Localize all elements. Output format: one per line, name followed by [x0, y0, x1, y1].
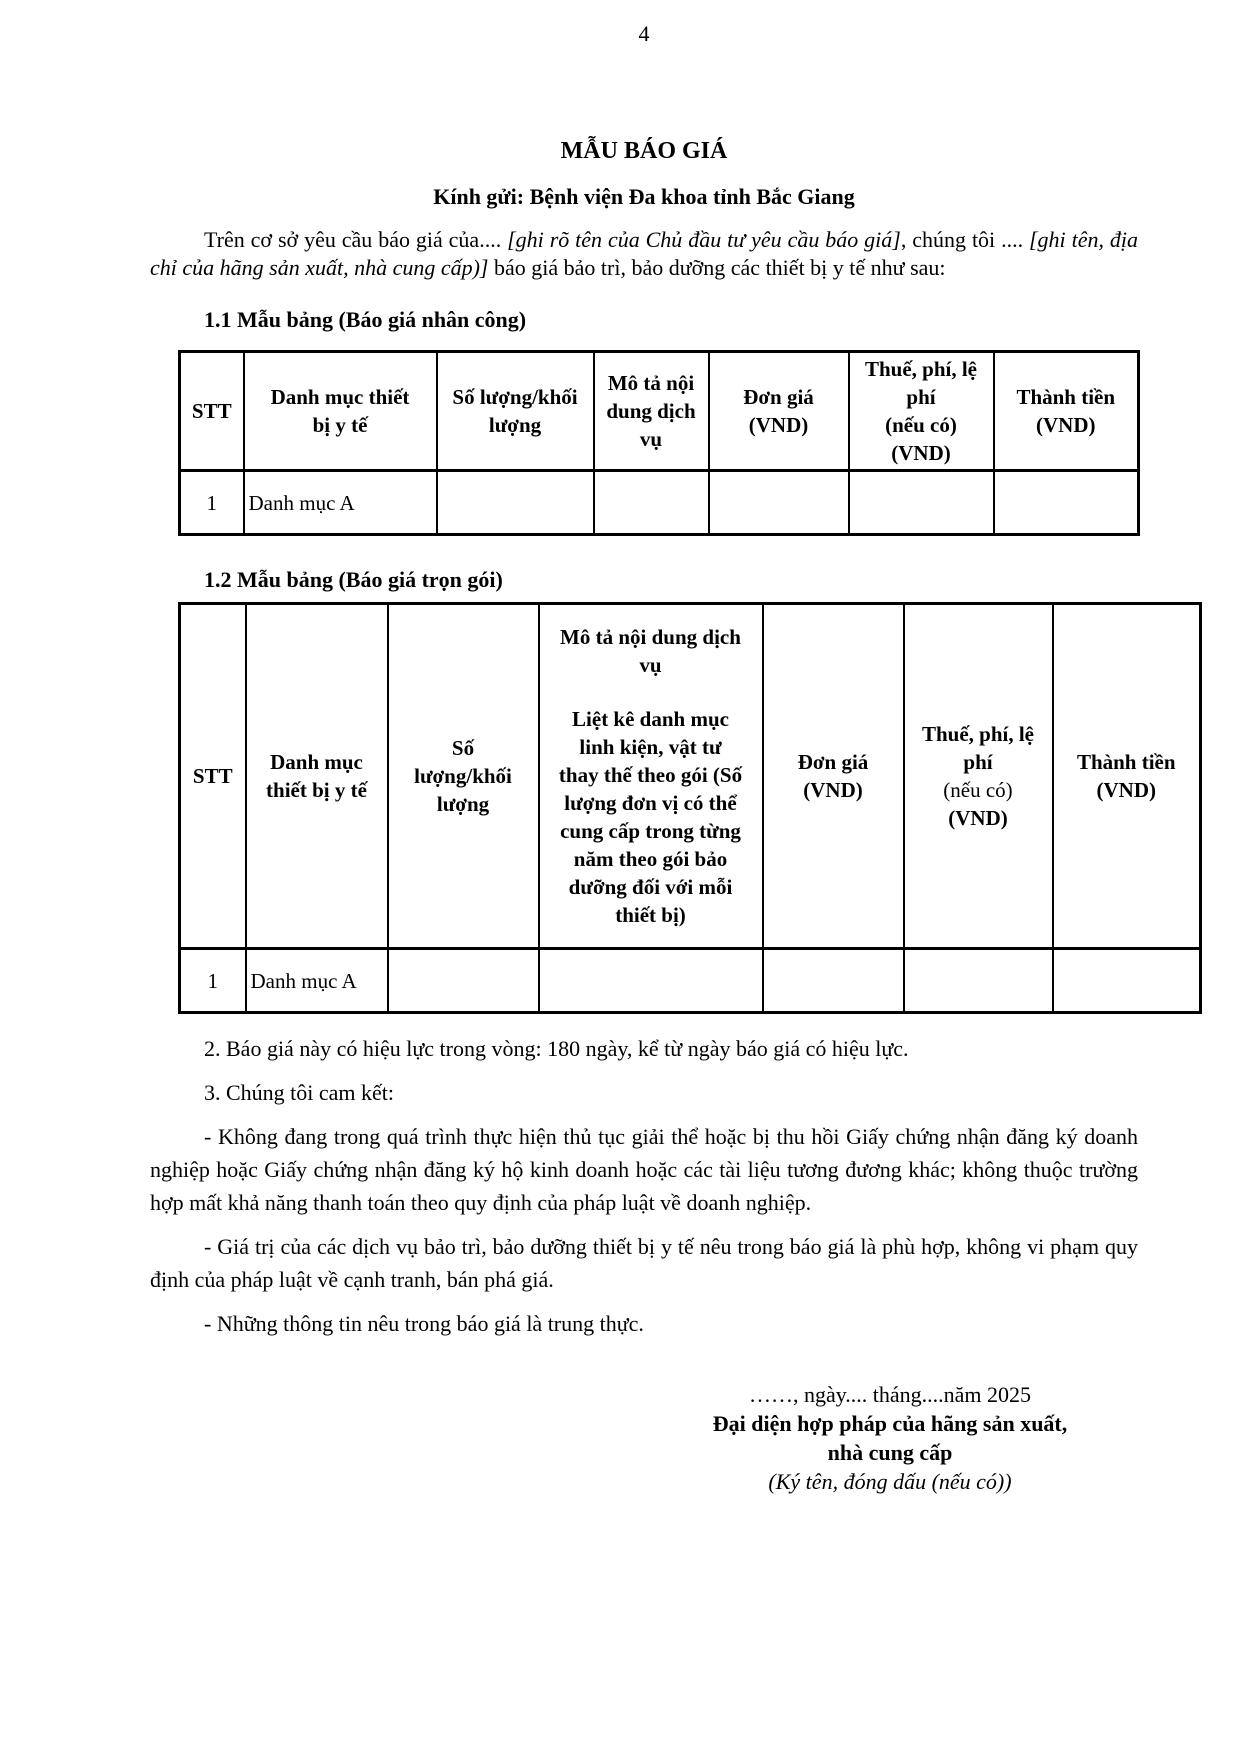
table1-cell-empty — [849, 471, 994, 535]
recipient-line: Kính gửi: Bệnh viện Đa khoa tỉnh Bắc Giang — [433, 184, 855, 209]
intro-paragraph — [150, 226, 1138, 282]
table2-header-thanh-tien: Thành tiền (VND) — [1053, 604, 1201, 949]
table1-header-row — [180, 352, 1139, 471]
table2-cell-empty — [388, 949, 539, 1013]
clause-bullet: - Không đang trong quá trình thực hiện thủ tục giải thể hoặc bị thu hồi Giấy chứng nhận đăng ký doanh nghiệp hoặc Giấy chứng nhận đăng ký hộ kinh doanh hoặc các tài liệu tương đương khác; không thuộc trường hợp mất khả năng thanh toán theo quy định của pháp luật về doanh nghiệp. — [150, 1124, 1138, 1215]
table1-header-mo-ta: Mô tả nội dung dịch vụ — [594, 352, 709, 471]
table2-header-mo-ta — [539, 604, 763, 949]
clause-bullet: - Giá trị của các dịch vụ bảo trì, bảo dưỡng thiết bị y tế nêu trong báo giá là phù hợp, không vi phạm quy định của pháp luật về cạnh tranh, bán phá giá. — [150, 1234, 1138, 1292]
table1-cell-empty — [594, 471, 709, 535]
table1-header-don-gia: Đơn giá (VND) — [709, 352, 849, 471]
table2-header-thue — [904, 604, 1053, 949]
table2-header-thue-note: (nếu có) — [943, 778, 1013, 802]
table2-header-mo-ta-title: Mô tả nội dung dịch vụ — [560, 625, 741, 677]
table1-header-thanh-tien: Thành tiền (VND) — [994, 352, 1139, 471]
table2-header-danh-muc: Danh mục thiết bị y tế — [246, 604, 388, 949]
table1-header-danh-muc: Danh mục thiết bị y tế — [244, 352, 437, 471]
page-number: 4 — [638, 21, 650, 46]
table-labor-quote — [178, 350, 1140, 536]
signature-signer-title-1: Đại diện hợp pháp của hãng sản xuất, — [712, 1411, 1068, 1436]
table2-header-row — [180, 604, 1201, 949]
table1-header-thue: Thuế, phí, lệ phí (nếu có) (VND) — [849, 352, 994, 471]
table1-cell-empty — [994, 471, 1139, 535]
table2-header-thue-vnd: (VND) — [948, 806, 1008, 830]
table2-cell-empty — [763, 949, 904, 1013]
table2-cell-empty — [904, 949, 1053, 1013]
table2-header-so-luong: Số lượng/khối lượng — [388, 604, 539, 949]
table2-cell-empty — [539, 949, 763, 1013]
table2-header-don-gia: Đơn giá (VND) — [763, 604, 904, 949]
table1-cell-empty — [437, 471, 594, 535]
table1-cell-empty — [709, 471, 849, 535]
table1-cell-danh-muc: Danh mục A — [244, 471, 437, 535]
table1-header-so-luong: Số lượng/khối lượng — [437, 352, 594, 471]
table2-header-stt: STT — [180, 604, 246, 949]
signature-block — [630, 1380, 1150, 1496]
intro-lead: Trên cơ sở yêu cầu báo giá của.... — [204, 227, 508, 252]
clause-commitment-intro: 3. Chúng tôi cam kết: — [204, 1080, 395, 1105]
table2-cell-stt: 1 — [180, 949, 246, 1013]
table2-data-row — [180, 949, 1201, 1013]
intro-tail: báo giá bảo trì, bảo dưỡng các thiết bị y tế như sau: — [488, 255, 946, 280]
table2-header-mo-ta-detail: Liệt kê danh mục linh kiện, vật tư thay thế theo gói (Số lượng đơn vị có thể cung cấp trong từng năm theo gói bảo dưỡng đối với mỗi thiết bị) — [558, 707, 743, 927]
intro-placeholder-2: [ghi tên, địa chỉ của hãng sản xuất, nhà cung cấp)] — [150, 227, 1138, 280]
table2-cell-danh-muc: Danh mục A — [246, 949, 388, 1013]
table1-cell-stt: 1 — [180, 471, 244, 535]
table1-data-row — [180, 471, 1139, 535]
clause-validity: 2. Báo giá này có hiệu lực trong vòng: 180 ngày, kể từ ngày báo giá có hiệu lực. — [204, 1036, 909, 1061]
signature-signer-title-2: nhà cung cấp — [827, 1440, 953, 1465]
table2-header-thue-main: Thuế, phí, lệ phí — [921, 722, 1035, 774]
document-title: MẪU BÁO GIÁ — [560, 138, 728, 164]
signature-note: (Ký tên, đóng dấu (nếu có)) — [768, 1469, 1012, 1494]
clause-bullet: - Những thông tin nêu trong báo giá là trung thực. — [204, 1311, 644, 1336]
intro-placeholder-1: [ghi rõ tên của Chủ đầu tư yêu cầu báo giá] — [507, 227, 901, 252]
table1-header-stt: STT — [180, 352, 244, 471]
signature-date-line: ……, ngày.... tháng....năm 2025 — [748, 1382, 1032, 1407]
intro-mid: , chúng tôi .... — [900, 227, 1029, 252]
table2-cell-empty — [1053, 949, 1201, 1013]
table-package-quote — [178, 602, 1202, 1014]
section-heading-1-2: 1.2 Mẫu bảng (Báo giá trọn gói) — [204, 567, 503, 592]
section-heading-1-1: 1.1 Mẫu bảng (Báo giá nhân công) — [204, 307, 527, 332]
